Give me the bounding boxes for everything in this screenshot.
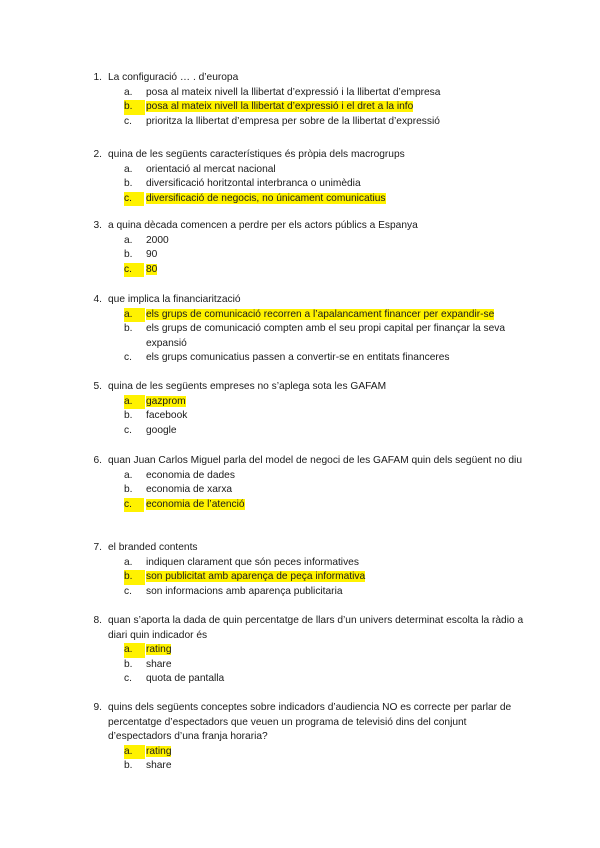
question-6 [92, 454, 532, 512]
option-list [92, 469, 532, 513]
option-item [92, 556, 532, 571]
option-letter: c. [124, 424, 132, 436]
option-letter: b. [124, 570, 145, 585]
option-item-highlighted [92, 395, 532, 410]
question-text: a quina dècada comencen a perdre per els actors públics a Espanya [108, 220, 418, 231]
option-list [92, 234, 532, 278]
option-text: posa al mateix nivell la llibertat d’expressió i el dret a la info [146, 101, 414, 113]
option-letter: c. [124, 352, 132, 364]
question-8 [92, 614, 532, 687]
option-text: google [146, 424, 177, 436]
option-item-highlighted [92, 643, 532, 658]
option-letter: c. [124, 115, 132, 127]
option-text: economia de dades [146, 469, 235, 481]
option-letter: b. [124, 410, 133, 422]
option-text: rating [146, 745, 172, 757]
option-text: diversificació de negocis, no únicament comunicatius [146, 192, 386, 204]
option-item [92, 672, 532, 687]
option-text: economia de xarxa [146, 484, 233, 496]
option-text: son informacions amb aparença publicitaria [146, 585, 343, 597]
option-list [92, 86, 532, 130]
option-item-highlighted [92, 570, 532, 585]
option-letter: b. [124, 249, 133, 261]
question-number: 4. [93, 294, 102, 305]
option-item [92, 469, 532, 484]
question-text: que implica la financiarització [108, 294, 241, 305]
option-text: els grups de comunicació recorren a l’apalancament financer per expandir-se [146, 308, 495, 320]
option-letter: c. [124, 585, 132, 597]
option-letter: a. [124, 234, 133, 246]
option-letter: c. [124, 673, 132, 685]
option-text: share [146, 658, 172, 670]
question-text: quan s’aporta la dada de quin percentatge de llars d’un univers determinat escolta la ràdio a diari quin indicador és [108, 615, 524, 641]
option-text: share [146, 760, 172, 772]
option-letter: b. [124, 100, 145, 115]
option-text: 2000 [146, 234, 169, 246]
option-letter: c. [124, 263, 144, 278]
option-text: posa al mateix nivell la llibertat d’expressió i la llibertat d’empresa [146, 86, 441, 98]
question-number: 6. [93, 455, 102, 466]
option-letter: a. [124, 745, 145, 760]
option-item [92, 234, 532, 249]
option-letter: b. [124, 323, 133, 335]
option-text: facebook [146, 410, 188, 422]
question-text: quina de les següents característiques és pròpia dels macrogrups [108, 149, 405, 160]
question-number: 7. [93, 542, 102, 553]
option-item-highlighted [92, 100, 532, 115]
option-item-highlighted [92, 308, 532, 323]
option-item [92, 86, 532, 101]
option-list [92, 163, 532, 207]
question-7 [92, 541, 532, 599]
option-letter: a. [124, 395, 145, 410]
option-text: gazprom [146, 395, 186, 407]
option-item [92, 585, 532, 600]
option-text: 90 [146, 249, 158, 261]
option-text: orientació al mercat nacional [146, 163, 276, 175]
option-item [92, 163, 532, 178]
question-5 [92, 380, 532, 438]
option-letter: b. [124, 658, 133, 670]
question-number: 8. [93, 615, 102, 626]
question-2 [92, 148, 532, 206]
question-text: el branded contents [108, 542, 198, 553]
option-text: els grups comunicatius passen a convertir-se en entitats financeres [146, 352, 450, 364]
question-number: 9. [93, 702, 102, 713]
option-text: els grups de comunicació compten amb el seu propi capital per finançar la seva expansió [146, 323, 506, 349]
question-4 [92, 293, 532, 366]
option-list [92, 745, 532, 774]
option-text: son publicitat amb aparença de peça informativa [146, 571, 366, 583]
option-letter: a. [124, 86, 133, 98]
question-number: 5. [93, 381, 102, 392]
option-list [92, 643, 532, 687]
option-item-highlighted [92, 498, 532, 513]
option-letter: a. [124, 469, 133, 481]
question-9 [92, 701, 532, 774]
option-text: indiquen clarament que són peces informatives [146, 556, 359, 568]
option-item [92, 351, 532, 366]
question-number: 1. [93, 72, 102, 83]
option-letter: a. [124, 163, 133, 175]
option-list [92, 395, 532, 439]
option-list [92, 308, 532, 366]
question-text: La configuració … . d’europa [108, 72, 239, 83]
question-number: 2. [93, 149, 102, 160]
option-item [92, 483, 532, 498]
option-item [92, 322, 532, 351]
option-item [92, 248, 532, 263]
option-item-highlighted [92, 263, 532, 278]
option-item-highlighted [92, 745, 532, 760]
option-text: 80 [146, 263, 158, 275]
option-letter: b. [124, 484, 133, 496]
option-letter: b. [124, 178, 133, 190]
option-list [92, 556, 532, 600]
question-1 [92, 71, 532, 129]
option-item [92, 658, 532, 673]
option-item-highlighted [92, 192, 532, 207]
option-letter: a. [124, 556, 133, 568]
option-letter: b. [124, 760, 133, 772]
option-item [92, 177, 532, 192]
option-letter: c. [124, 498, 144, 513]
option-item [92, 759, 532, 774]
option-text: economia de l’atenció [146, 498, 245, 510]
option-text: quota de pantalla [146, 673, 225, 685]
option-letter: a. [124, 643, 145, 658]
question-text: quins dels següents conceptes sobre indicadors d’audiencia NO es correcte per parlar de percentatge d’espectadors que veuen un programa de televisió dins del conjunt d’espectadors d’una franja horaria? [108, 702, 512, 743]
option-text: prioritza la llibertat d’empresa per sobre de la llibertat d’expressió [146, 115, 440, 127]
option-letter: a. [124, 308, 145, 323]
question-3 [92, 219, 532, 277]
option-text: diversificació horitzontal interbranca o unimèdia [146, 178, 361, 190]
option-letter: c. [124, 192, 144, 207]
option-item [92, 115, 532, 130]
option-text: rating [146, 644, 172, 656]
option-item [92, 424, 532, 439]
question-text: quina de les següents empreses no s’aplega sota les GAFAM [108, 381, 387, 392]
question-text: quan Juan Carlos Miguel parla del model de negoci de les GAFAM quin dels següent no diu [108, 455, 522, 466]
question-number: 3. [93, 220, 102, 231]
option-item [92, 409, 532, 424]
